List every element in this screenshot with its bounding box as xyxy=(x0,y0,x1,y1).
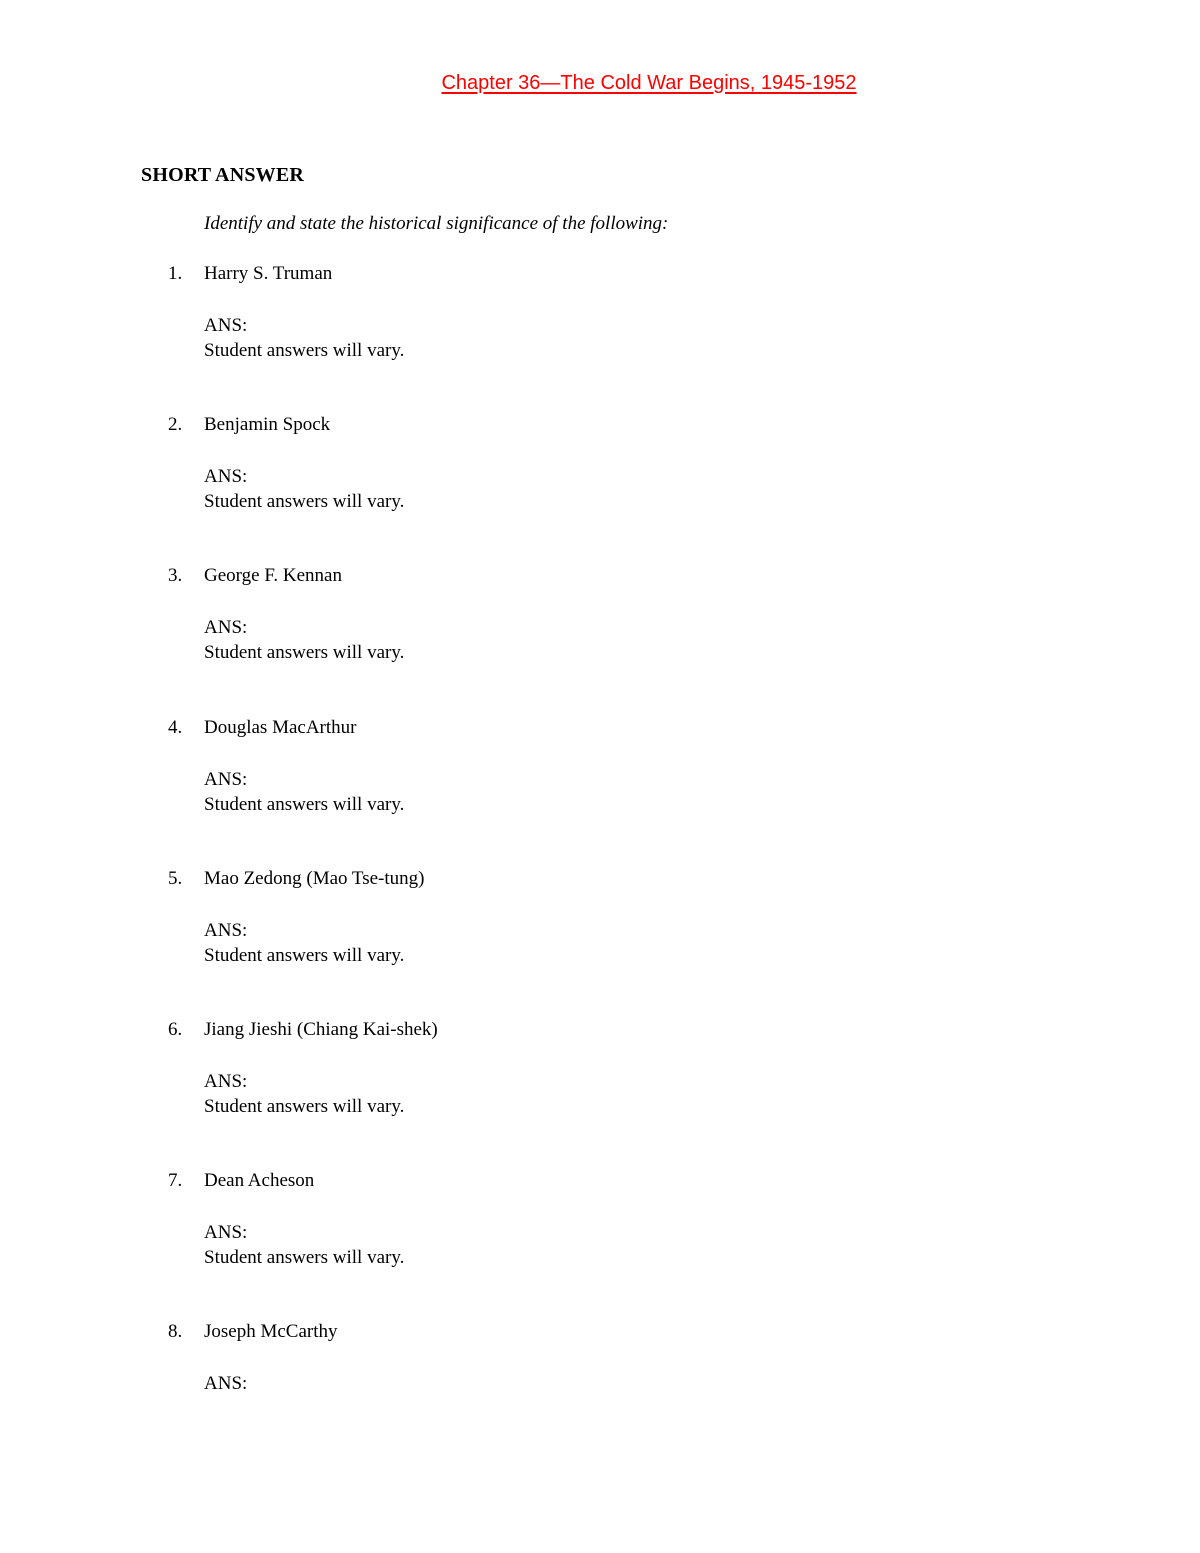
answer-label: ANS: xyxy=(204,466,248,488)
answer-label: ANS: xyxy=(204,768,248,790)
answer-label: ANS: xyxy=(204,1373,248,1395)
question-term: Joseph McCarthy xyxy=(204,1321,338,1343)
question-number: 5. xyxy=(168,867,183,889)
instructions-text: Identify and state the historical significance of the following: xyxy=(204,213,669,234)
answer-label: ANS: xyxy=(204,1222,248,1244)
question-term: George F. Kennan xyxy=(204,565,342,587)
question-term: Benjamin Spock xyxy=(204,414,331,436)
question-term: Harry S. Truman xyxy=(204,263,333,284)
answer-text: Student answers will vary. xyxy=(204,340,405,361)
question-number: 4. xyxy=(168,716,183,738)
answer-label: ANS: xyxy=(204,617,248,639)
question-number: 6. xyxy=(168,1018,183,1040)
question-item xyxy=(0,1170,1200,1321)
answer-label: ANS: xyxy=(204,919,248,941)
answer-label: ANS: xyxy=(204,315,248,336)
section-heading: SHORT ANSWER xyxy=(141,164,305,186)
answer-text: Student answers will vary. xyxy=(204,793,405,815)
question-item xyxy=(0,565,1200,716)
question-term: Jiang Jieshi (Chiang Kai-shek) xyxy=(204,1018,438,1040)
answer-label: ANS: xyxy=(204,1070,248,1092)
question-term: Dean Acheson xyxy=(204,1170,315,1192)
answer-text: Student answers will vary. xyxy=(204,1247,405,1269)
answer-text: Student answers will vary. xyxy=(204,944,405,966)
question-term: Mao Zedong (Mao Tse-tung) xyxy=(204,867,425,889)
answer-text: Student answers will vary. xyxy=(204,642,405,664)
question-number: 2. xyxy=(168,414,183,436)
question-item xyxy=(0,414,1200,565)
question-item xyxy=(0,868,1200,1019)
question-list xyxy=(0,263,1200,1473)
question-item xyxy=(0,1019,1200,1170)
question-item xyxy=(0,717,1200,868)
question-item xyxy=(0,263,1200,414)
question-number: 7. xyxy=(168,1170,183,1192)
question-number: 3. xyxy=(168,565,183,587)
question-number: 1. xyxy=(168,263,183,284)
question-item xyxy=(0,1321,1200,1472)
question-number: 8. xyxy=(168,1321,183,1343)
answer-text: Student answers will vary. xyxy=(204,1095,405,1117)
answer-text: Student answers will vary. xyxy=(204,491,405,513)
document-title: Chapter 36—The Cold War Begins, 1945-1952 xyxy=(441,72,857,94)
question-term: Douglas MacArthur xyxy=(204,716,357,738)
